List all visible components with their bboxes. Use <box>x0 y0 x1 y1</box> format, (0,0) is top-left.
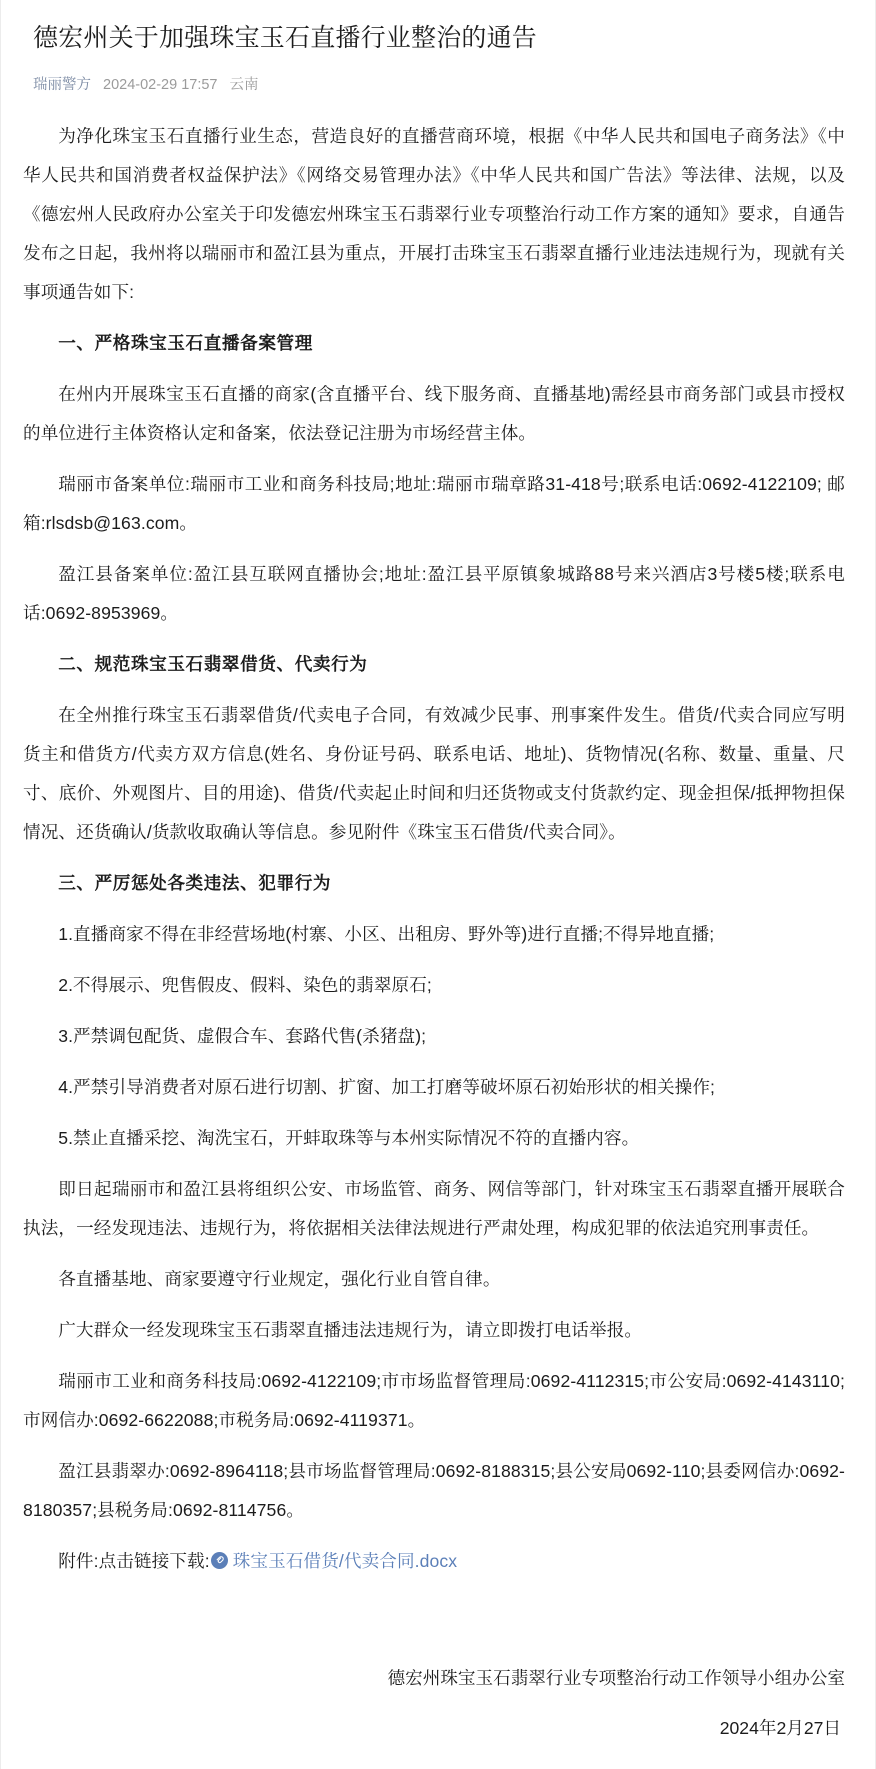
document-signoff <box>1 1659 875 1747</box>
paperclip-link-icon <box>211 1552 228 1569</box>
article-body <box>1 117 875 1581</box>
attachment-line <box>23 1542 845 1581</box>
attachment-download-link[interactable]: 珠宝玉石借货/代卖合同.docx <box>232 1551 458 1572</box>
paragraph-intro: 为净化珠宝玉石直播行业生态，营造良好的直播营商环境，根据《中华人民共和国电子商务法》《中华人民共和国消费者权益保护法》《网络交易管理办法》《中华人民共和国广告法》等法律、法规，以及《德宏州人民政府办公室关于印发德宏州珠宝玉石翡翠行业专项整治行动工作方案的通知》要求，自通告发布之日起，我州将以瑞丽市和盈江县为重点，开展打击珠宝玉石翡翠直播行业违法违规行为，现就有关事项通告如下: <box>23 126 845 303</box>
section-heading-2: 二、规范珠宝玉石翡翠借货、代卖行为 <box>58 654 368 675</box>
paragraph-ruili-hotlines: 瑞丽市工业和商务科技局:0692-4122109;市市场监督管理局:0692-4112315;市公安局:0692-4143110;市网信办:0692-6622088;市税务局:0692-4119371。 <box>23 1371 845 1431</box>
signoff-organization: 德宏州珠宝玉石翡翠行业专项整治行动工作领导小组办公室 <box>387 1668 845 1689</box>
attachment-label: 附件:点击链接下载: <box>58 1551 210 1572</box>
list-item-1: 1.直播商家不得在非经营场地(村寨、小区、出租房、野外等)进行直播;不得异地直播; <box>58 924 715 945</box>
article-meta <box>33 75 843 95</box>
page-title: 德宏州关于加强珠宝玉石直播行业整治的通告 <box>33 24 538 52</box>
list-item-3: 3.严禁调包配货、虚假合车、套路代售(杀猪盘); <box>58 1026 427 1047</box>
paragraph-joint-enforcement: 即日起瑞丽市和盈江县将组织公安、市场监管、商务、网信等部门，针对珠宝玉石翡翠直播开展联合执法，一经发现违法、违规行为，将依据相关法律法规进行严肃处理，构成犯罪的依法追究刑事责任。 <box>23 1179 845 1239</box>
paragraph-contract-requirements: 在全州推行珠宝玉石翡翠借货/代卖电子合同，有效减少民事、刑事案件发生。借货/代卖合同应写明货主和借货方/代卖方双方信息(姓名、身份证号码、联系电话、地址)、货物情况(名称、数量、重量、尺寸、底价、外观图片、目的用途)、借货/代卖起止时间和归还货物或支付货款约定、现金担保/抵押物担保情况、还货确认/货款收取确认等信息。参见附件《珠宝玉石借货/代卖合同》。 <box>23 705 845 843</box>
paragraph-ruili-filing-unit: 瑞丽市备案单位:瑞丽市工业和商务科技局;地址:瑞丽市瑞章路31-418号;联系电话:0692-4122109; 邮箱:rlsdsb@163.com。 <box>23 474 845 534</box>
section-heading-3: 三、严厉惩处各类违法、犯罪行为 <box>58 873 332 894</box>
paragraph-yingjiang-hotlines: 盈江县翡翠办:0692-8964118;县市场监督管理局:0692-8188315;县公安局0692-110;县委网信办:0692-8180357;县税务局:0692-8114756。 <box>23 1461 845 1521</box>
article-header <box>1 0 875 95</box>
paragraph-filing-requirement: 在州内开展珠宝玉石直播的商家(含直播平台、线下服务商、直播基地)需经县市商务部门或县市授权的单位进行主体资格认定和备案，依法登记注册为市场经营主体。 <box>23 384 845 444</box>
paragraph-self-discipline: 各直播基地、商家要遵守行业规定，强化行业自管自律。 <box>58 1269 501 1290</box>
paragraph-yingjiang-filing-unit: 盈江县备案单位:盈江县互联网直播协会;地址:盈江县平原镇象城路88号来兴酒店3号楼5楼;联系电话:0692-8953969。 <box>23 564 845 624</box>
article-source[interactable]: 瑞丽警方 <box>33 76 91 93</box>
list-item-2: 2.不得展示、兜售假皮、假料、染色的翡翠原石; <box>58 975 432 996</box>
article-publish-date: 2024-02-29 17:57 <box>103 76 218 93</box>
list-item-5: 5.禁止直播采挖、淘洗宝石，开蚌取珠等与本州实际情况不符的直播内容。 <box>58 1128 640 1149</box>
article-region: 云南 <box>229 76 259 93</box>
list-item-4: 4.严禁引导消费者对原石进行切割、扩窗、加工打磨等破坏原石初始形状的相关操作; <box>58 1077 716 1098</box>
paragraph-report-call: 广大群众一经发现珠宝玉石翡翠直播违法违规行为，请立即拨打电话举报。 <box>58 1320 643 1341</box>
section-heading-1: 一、严格珠宝玉石直播备案管理 <box>58 333 313 354</box>
signoff-date: 2024年2月27日 <box>719 1718 841 1739</box>
